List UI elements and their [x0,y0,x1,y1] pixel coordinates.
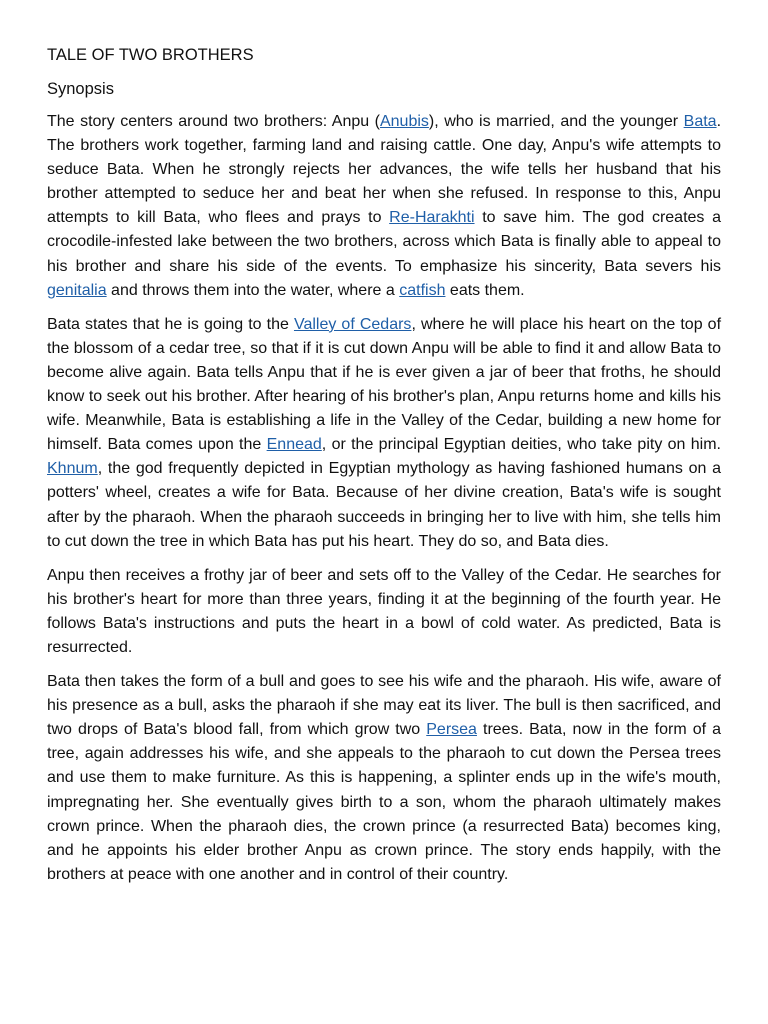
synopsis-paragraph [47,110,721,303]
link-bata[interactable]: Bata [683,113,717,130]
paragraph-text: ), who is married, and the younger [428,113,684,130]
paragraph-text: The story centers around two brothers: Anpu ( [47,113,380,130]
document-page [47,42,721,897]
paragraph-text: Bata then takes the form of a bull and goes to see his wife and the pharaoh. His wife, aware of his presence as a bull, asks the pharaoh if she may eat its liver. The bull is then sacrificed, and two drops of Bata's blood fall, from which grow two [47,673,721,739]
paragraph-text: , or the principal Egyptian deities, who take pity on him. [321,436,721,454]
paragraph-text: , where he will place his heart on the top of the blossom of a cedar tree, so that if it is cut down Anpu will be able to find it and allow Bata to become alive again. Bata tells Anpu that if he is ever given a jar of beer that froths, he should know to seek out his brother. After hearing of his brother's plan, Anpu returns home and kills his wife. Meanwhile, Bata is establishing a life in the Valley of the Cedar, building a new home for himself. Bata comes upon the [47,315,722,454]
document-title: TALE OF TWO BROTHERS [47,46,254,64]
paragraph-text: trees. Bata, now in the form of a tree, again addresses his wife, and she appeals to the pharaoh to cut down the Persea trees and use them to make furniture. As this is happening, a splinter ends up in the wife's mouth, impregnating her. She eventually gives birth to a son, whom the pharaoh ultimately makes crown prince. When the pharaoh dies, the crown prince (a resurrected Bata) becomes king, and he appoints his elder brother Anpu as crown prince. The story ends happily, with the brothers at peace with one another and in control of their country. [47,721,721,883]
link-persea[interactable]: Persea [426,721,477,739]
paragraph-text: . The brothers work together, farming land and raising cattle. One day, Anpu's wife attempts to seduce Bata. When he strongly rejects her advances, the wife tells her husband that his brother attempted to seduce her and beat her when she refused. In response to this, Anpu attempts to kill Bata, who flees and prays to [47,113,722,227]
link-ennead[interactable]: Ennead [266,436,322,454]
paragraph-text: Anpu then receives a frothy jar of beer and sets off to the Valley of the Cedar. He searches for his brother's heart for more than three years, finding it at the beginning of the fourth year. He follows Bata's instructions and puts the heart in a bowl of cold water. As predicted, Bata is resurrected. [47,566,721,656]
link-catfish[interactable]: catfish [399,281,446,299]
paragraph-text: Bata states that he is going to the [47,315,294,333]
synopsis-body [47,110,721,887]
section-heading-synopsis: Synopsis [47,80,114,98]
paragraph-text: to save him. The god creates a crocodile-infested lake between the two brothers, across which Bata is finally able to appeal to his brother and share his side of the events. To emphasize his sincerity, Bata severs his [47,209,722,275]
link-anubis[interactable]: Anubis [379,113,429,130]
synopsis-paragraph [47,313,721,554]
paragraph-text: , the god frequently depicted in Egyptian mythology as having fashioned humans on a potters' wheel, creates a wife for Bata. Because of her divine creation, Bata's wife is sought after by the pharaoh. When the pharaoh succeeds in bringing her to live with him, she tells him to cut down the tree in which Bata has put his heart. They do so, and Bata dies. [47,460,721,550]
link-khnum[interactable]: Khnum [47,460,98,478]
synopsis-paragraph [47,670,721,887]
synopsis-paragraph [47,564,721,660]
paragraph-text: eats them. [445,281,525,299]
link-re-harakhti[interactable]: Re-Harakhti [389,209,475,227]
paragraph-text: and throws them into the water, where a [106,281,400,299]
link-genitalia[interactable]: genitalia [47,281,107,299]
link-valley-of-cedars[interactable]: Valley of Cedars [293,315,412,333]
